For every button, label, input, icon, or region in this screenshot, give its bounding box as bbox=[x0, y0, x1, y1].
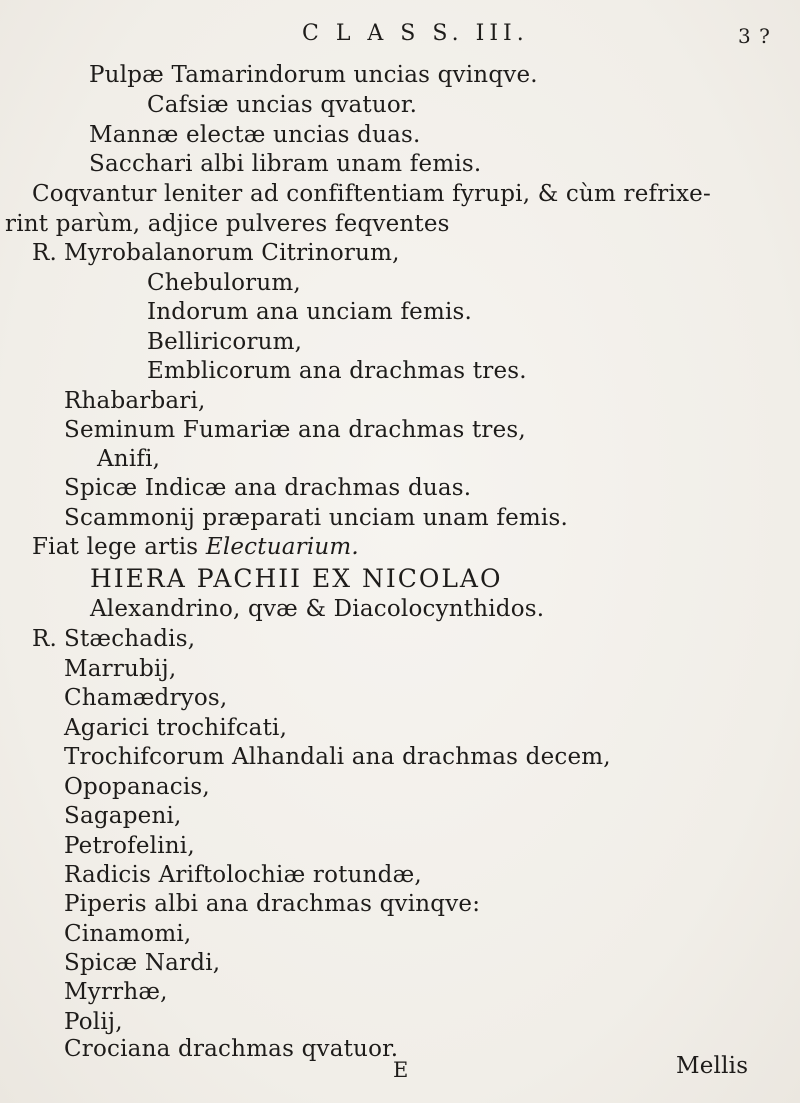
text-line: Pulpæ Tamarindorum uncias qvinqve. bbox=[89, 62, 538, 88]
fiat-line bbox=[32, 533, 359, 561]
text-line: Myrrhæ, bbox=[64, 979, 168, 1005]
text-line: Polij, bbox=[64, 1009, 123, 1035]
text-line: Petrofelini, bbox=[64, 833, 195, 859]
text-line: rint parùm, adjice pulveres feqventes bbox=[5, 211, 450, 237]
text-line: Crociana drachmas qvatuor. bbox=[64, 1036, 399, 1062]
section-heading: HIERA PACHII EX NICOLAO bbox=[90, 564, 503, 593]
recipe-mark: R. bbox=[32, 626, 58, 652]
text-line: Emblicorum ana drachmas tres. bbox=[147, 358, 527, 384]
text-line: Radicis Ariftolochiæ rotundæ, bbox=[64, 862, 422, 888]
catchword: Mellis bbox=[676, 1053, 749, 1079]
text-line: Chebulorum, bbox=[147, 270, 301, 296]
text-line: Anifi, bbox=[97, 446, 161, 472]
text-line: Indorum ana unciam femis. bbox=[147, 299, 473, 325]
text-line: Spicæ Nardi, bbox=[64, 950, 221, 976]
signature-mark: E bbox=[393, 1058, 409, 1082]
text-line: Marrubij, bbox=[64, 656, 177, 682]
recipe-mark: R. bbox=[32, 240, 58, 266]
page-number: 3 ? bbox=[738, 24, 771, 48]
text-line: Trochifcorum Alhandali ana drachmas decem, bbox=[64, 744, 611, 770]
text-line: Cinamomi, bbox=[64, 921, 192, 947]
text-line: Opopanacis, bbox=[64, 774, 210, 800]
text-line: Piperis albi ana drachmas qvinqve: bbox=[64, 891, 481, 917]
running-title: C L A S S. III. bbox=[302, 21, 529, 46]
fiat-italic: Electuarium. bbox=[205, 534, 359, 560]
section-subheading: Alexandrino, qvæ & Diacolocynthidos. bbox=[90, 596, 545, 622]
text-line: Rhabarbari, bbox=[64, 388, 206, 414]
text-line: Sagapeni, bbox=[64, 803, 182, 829]
text-line: Myrobalanorum Citrinorum, bbox=[64, 240, 400, 266]
text-line: Spicæ Indicæ ana drachmas duas. bbox=[64, 475, 472, 501]
text-line: Agarici trochifcati, bbox=[64, 715, 288, 741]
text-line: Sacchari albi libram unam femis. bbox=[89, 151, 482, 177]
text-line: Coqvantur leniter ad confiftentiam fyrupi, & cùm refrixe- bbox=[32, 181, 711, 207]
text-line: Belliricorum, bbox=[147, 329, 303, 355]
text-line: Stæchadis, bbox=[64, 626, 196, 652]
fiat-text: Fiat lege artis bbox=[32, 534, 206, 560]
text-line: Cafsiæ uncias qvatuor. bbox=[147, 92, 418, 118]
text-line: Chamædryos, bbox=[64, 685, 228, 711]
text-line: Scammonij præparati unciam unam femis. bbox=[64, 505, 568, 531]
text-line: Mannæ electæ uncias duas. bbox=[89, 122, 421, 148]
text-line: Seminum Fumariæ ana drachmas tres, bbox=[64, 417, 526, 443]
